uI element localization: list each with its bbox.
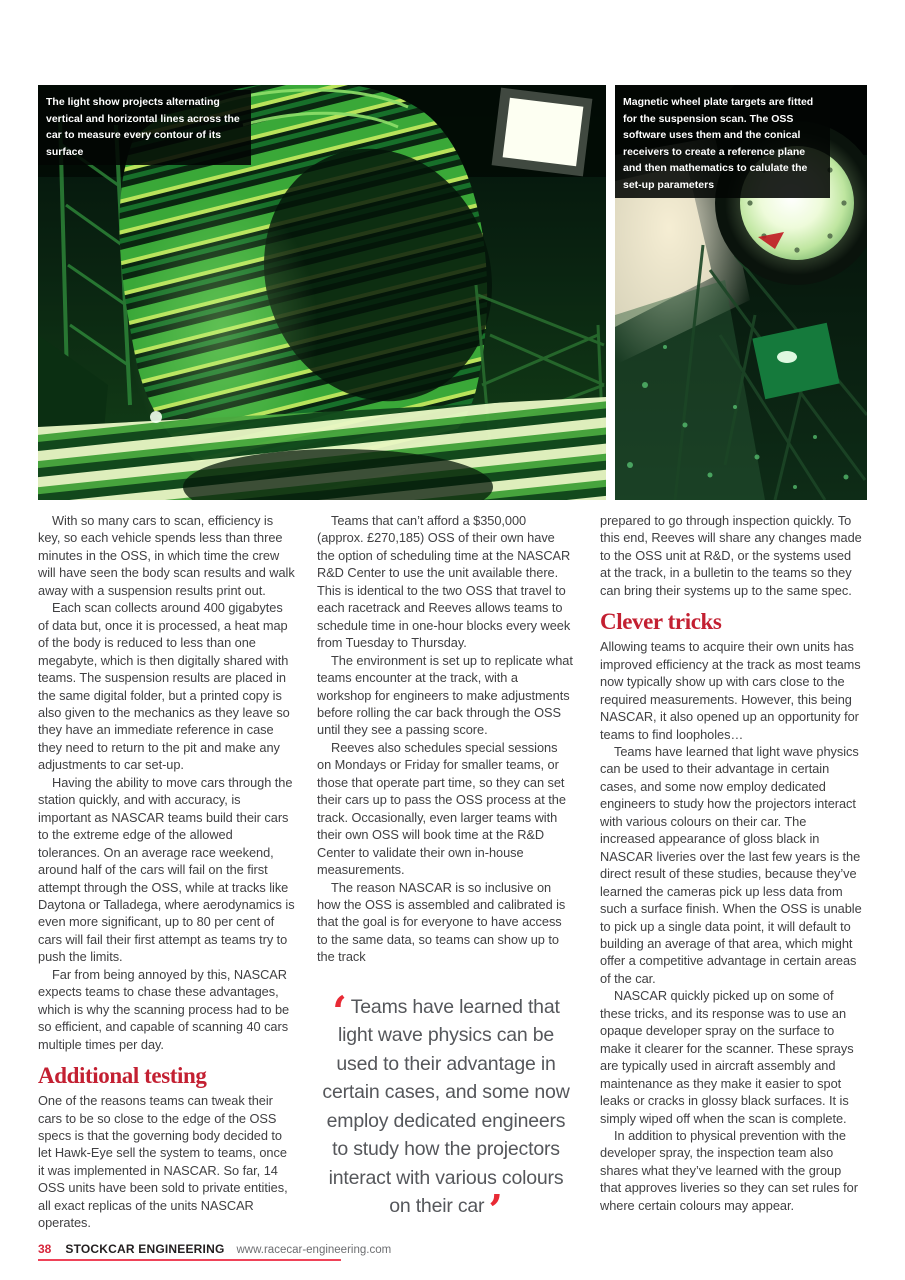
paragraph: One of the reasons teams can tweak their cars to be so close to the edge of the OSS specs is that the governing body decided to let Hawk-Eye sell the system to teams, once it was implemented in NASCAR. So far, 14 OSS units have been sold to private entities, all exact replicas of the units NASCAR operates. bbox=[38, 1093, 288, 1231]
paragraph: Far from being annoyed by this, NASCAR expects teams to chase these advantages, which is why the scanning process had to be so efficient, and capable of scanning 40 cars multiple times per day. bbox=[38, 966, 290, 1052]
page-number: 38 bbox=[38, 1242, 52, 1256]
photo-caption-left: The light show projects alternating vertical and horizontal lines across the car to measure every contour of its surface bbox=[38, 90, 251, 165]
page-footer bbox=[38, 1242, 868, 1256]
article-column-3 bbox=[600, 512, 862, 1214]
pull-quote bbox=[317, 986, 575, 1236]
paragraph: With so many cars to scan, efficiency is key, so each vehicle spends less than three minutes in the OSS, in which time the crew will have seen the body scan results and walk away with a suspension results print out. bbox=[38, 513, 295, 598]
paragraph: Having the ability to move cars through the station quickly, and with accuracy, is important as NASCAR teams build their cars to the extreme edge of the allowed tolerances. On an average race weekend, around half of the cars will fail on the first attempt through the OSS, while at tracks like Daytona or Talladega, where aerodynamics is even more significant, up to 80 per cent of cars will fail their first attempt as teams try to push the limits. bbox=[38, 774, 295, 965]
photo-caption-right: Magnetic wheel plate targets are fitted for the suspension scan. The OSS software uses them and the conical receivers to create a reference plane and then mathematics to calulate the set-up parameters bbox=[615, 90, 830, 198]
paragraph: The environment is set up to replicate what teams encounter at the track, with a workshop for engineers to make adjustments before rolling the car back through the OSS until they see a passing score. bbox=[317, 652, 573, 738]
paragraph: NASCAR quickly picked up on some of these tricks, and its response was to use an opaque developer spray on the surface to make it clearer for the scanner. These sprays are typically used in aircraft assembly and maintenance as they make it easier to spot leaks or cracks in glossy black surfaces. It is simply wiped off when the scan is complete. bbox=[600, 988, 854, 1126]
oss-scan-photo bbox=[38, 85, 606, 500]
section-heading-clever-tricks: Clever tricks bbox=[600, 609, 722, 635]
paragraph: Each scan collects around 400 gigabytes of data but, once it is processed, a heat map of the body is reduced to less than one megabyte, which is then digitally shared with teams. The suspension results are placed in the same digital folder, but a printed copy is also given to the mechanics as they leave so they have an immediate reference in case they need to return to the pit and make any adjustments to car set-up. bbox=[38, 600, 290, 773]
section-heading-additional-testing: Additional testing bbox=[38, 1063, 207, 1089]
paragraph: Teams have learned that light wave physics can be used to their advantage in certain cases, and some now employ dedicated engineers to study how the projectors interact with various colours on their car. The increased appearance of gloss black in NASCAR liveries over the last few years is the direct result of these studies, because they’ve learned the cameras pick up less data from such a surface finish. When the OSS is unable to pick up a single data point, it will default to building an average of that area, which might offer a competitive advantage in certain areas of the car. bbox=[600, 743, 862, 986]
footer-rule bbox=[38, 1259, 341, 1261]
paragraph: Reeves also schedules special sessions on Mondays or Friday for smaller teams, or those that operate part time, so they can set their cars up to pass the OSS process at the track. Occasionally, even larger teams with their own OSS will book time at the R&D Center to validate their own in-house measurements. bbox=[317, 739, 566, 878]
open-quote-icon: ‘ bbox=[332, 986, 347, 1036]
paragraph: The reason NASCAR is so inclusive on how the OSS is assembled and calibrated is that the goal is for everyone to have access to the same data, so teams can show up to the track bbox=[317, 879, 566, 965]
wheel-plate-photo bbox=[615, 85, 867, 500]
paragraph: Teams that can’t afford a $350,000 (approx. £270,185) OSS of their own have the option of scheduling time at the NASCAR R&D Center to use the unit available there. This is identical to the two OSS that travel to each racetrack and Reeves allows teams to schedule time in one-hour blocks every week from Tuesday to Thursday. bbox=[317, 513, 571, 651]
magazine-website: www.racecar-engineering.com bbox=[236, 1244, 392, 1256]
close-quote-icon: ’ bbox=[488, 1186, 503, 1236]
article-column-2 bbox=[317, 512, 575, 1236]
paragraph: Allowing teams to acquire their own units has improved efficiency at the track as most teams now typically show up with cars close to the required measurements. However, this being NASCAR, it also opened up an opportunity for teams to find loopholes… bbox=[600, 639, 861, 742]
paragraph: prepared to go through inspection quickly. To this end, Reeves will share any changes made to the OSS unit at R&D, or the systems used at the track, in a bulletin to the teams so they can bring their systems up to the same spec. bbox=[600, 513, 862, 598]
article-column-1 bbox=[38, 512, 296, 1232]
pull-quote-text: Teams have learned that light wave physics can be used to their advantage in certain cases, and some now employ dedicated engineers to study how the projectors interact with various colours on their car bbox=[322, 995, 570, 1218]
magazine-title: STOCKCAR ENGINEERING bbox=[65, 1242, 225, 1256]
paragraph: In addition to physical prevention with the developer spray, the inspection team also shares what they’ve learned with the group that approves liveries so they can set rules for where certain colours may appear. bbox=[600, 1127, 858, 1213]
